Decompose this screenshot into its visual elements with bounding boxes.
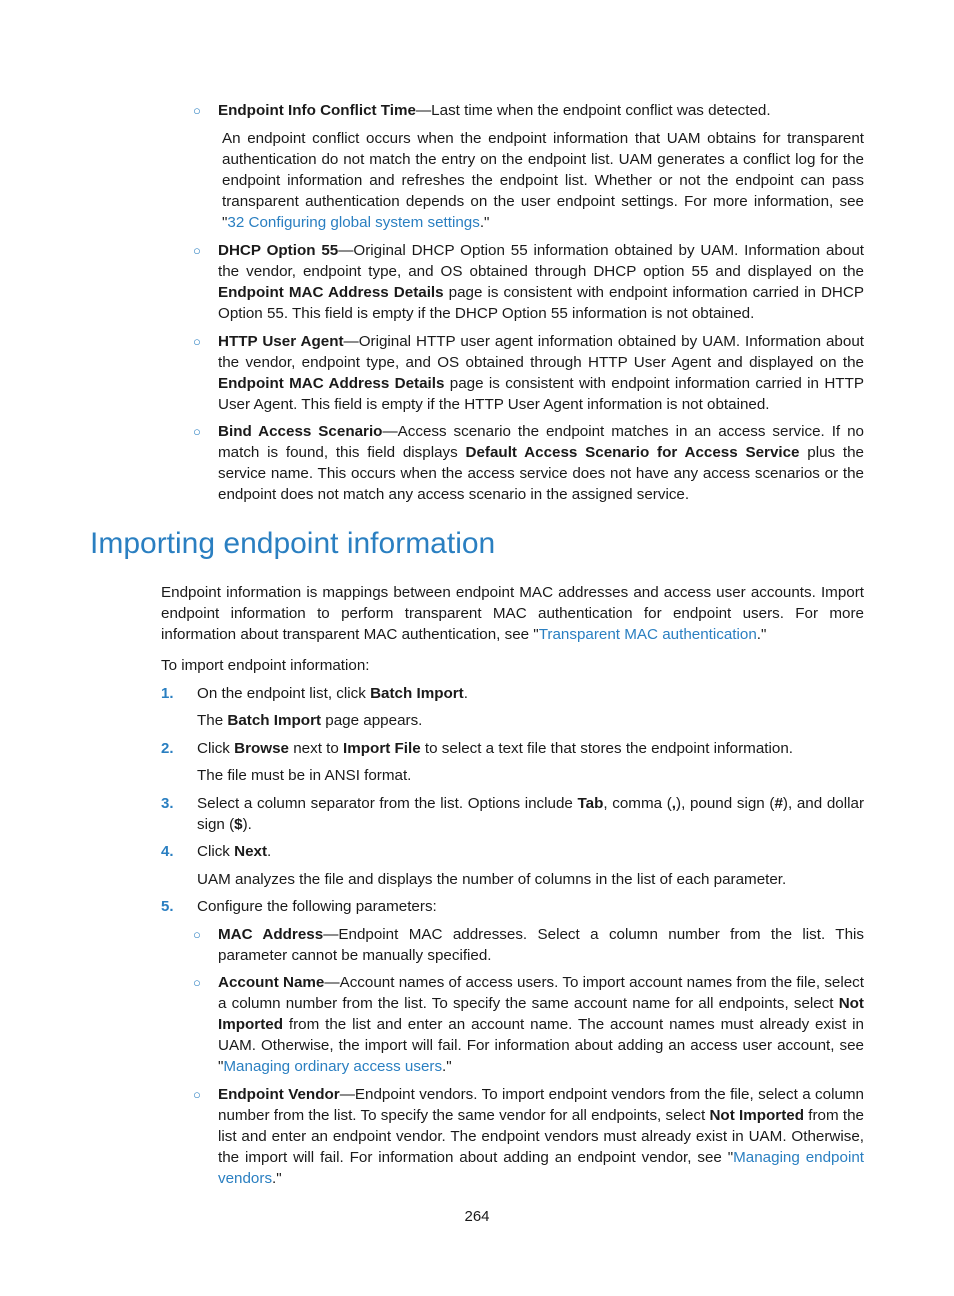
step-4-pre: Click — [197, 843, 235, 860]
account-post: ." — [442, 1058, 452, 1076]
step-number: 2. — [161, 740, 174, 757]
step-4-result: UAM analyzes the file and displays the number of columns in the list of each parameter. — [197, 871, 787, 888]
bullet-icon: ○ — [193, 1087, 201, 1102]
dhcp-desc-b: page is consistent with endpoint information carried in DHCP Option 55. This field is empty if the DHCP Option 55 information is not obtained. — [218, 284, 864, 323]
step-4-bold: Next — [234, 843, 268, 860]
http-bold: Endpoint MAC Address Details — [218, 375, 445, 393]
intro-end: ." — [756, 626, 767, 644]
procedure-lead: To import endpoint information: — [161, 657, 370, 674]
bullet-icon: ○ — [193, 103, 201, 118]
step-1-post: . — [463, 685, 468, 702]
step-1-bold: Batch Import — [370, 685, 464, 702]
bind-access-scenario-item — [218, 421, 864, 505]
step-2-pre: Click — [197, 740, 235, 757]
link-global-system-settings[interactable]: 32 Configuring global system settings — [227, 214, 480, 232]
bullet-icon: ○ — [193, 927, 201, 942]
param-mac-address — [218, 924, 864, 966]
dhcp-desc-a: —Original DHCP Option 55 information obtained by UAM. Information about the vendor, endpoint type, and OS obtained through DHCP option 55 and displayed on the — [218, 242, 864, 281]
step-3-t3: ), pound sign ( — [676, 795, 775, 812]
step-2 — [197, 738, 864, 759]
vendor-post: ." — [272, 1170, 282, 1188]
bullet-icon: ○ — [193, 243, 201, 258]
step-2-post: to select a text file that stores the endpoint information. — [420, 740, 793, 757]
step-number: 4. — [161, 843, 174, 860]
dhcp-option-item — [218, 240, 864, 324]
step-4 — [197, 841, 864, 862]
http-desc-a: —Original HTTP user agent information obtained by UAM. Information about the vendor, endpoint type, and OS obtained through HTTP User Agent and displayed on the — [218, 333, 864, 372]
step-3-b1: Tab — [577, 795, 604, 812]
conflict-note-end: ." — [479, 214, 490, 232]
mac-desc: —Endpoint MAC addresses. Select a column number from the list. This parameter cannot be manually specified. — [218, 926, 864, 965]
step-1-pre: On the endpoint list, click — [197, 685, 371, 702]
link-managing-ordinary-access-users[interactable]: Managing ordinary access users — [223, 1058, 443, 1076]
term-bind-access-scenario: Bind Access Scenario — [218, 423, 383, 440]
step-number: 1. — [161, 685, 174, 702]
conflict-note-text: An endpoint conflict occurs when the endpoint information that UAM obtains for transparent authentication do not match the entry on the endpoint list. UAM generates a conflict log for the endpoint information and refreshes the endpoint list. Whether or not the endpoint can pass transparent authentication depends on the user endpoint settings. For more information, see " — [222, 130, 864, 232]
vendor-bold: Not Imported — [709, 1107, 804, 1125]
term-endpoint-info-conflict-time: Endpoint Info Conflict Time — [218, 102, 416, 119]
bullet-icon: ○ — [193, 424, 201, 439]
step-2-bold-import-file: Import File — [343, 740, 421, 757]
step-1-result-bold: Batch Import — [227, 712, 322, 729]
section-title: Importing endpoint information — [90, 527, 496, 560]
vendor-desc-a: —Endpoint vendors. To import endpoint vendors from the file, select a column number from the list. To specify the same vendor for all endpoints, select — [218, 1086, 864, 1125]
dhcp-bold: Endpoint MAC Address Details — [218, 284, 444, 302]
term-dhcp-option-55: DHCP Option 55 — [218, 242, 339, 259]
bind-desc-b: plus the service name. This occurs when the access service does not have any access scenarios or the endpoint does not match any access scenario in the assigned service. — [218, 444, 864, 504]
page-number: 264 — [464, 1208, 490, 1225]
step-5: Configure the following parameters: — [197, 898, 437, 915]
conflict-note — [222, 128, 864, 233]
vendor-desc-b: from the list and enter an endpoint vendor. The endpoint vendors must already exist in UAM. Otherwise, the import will fail. For information about adding an endpoint vendor, see " — [218, 1107, 864, 1167]
step-1 — [197, 683, 864, 704]
step-3-t1: Select a column separator from the list. Options include — [197, 795, 578, 812]
step-3-b4: $ — [234, 816, 243, 834]
step-number: 3. — [161, 795, 174, 812]
step-3-b2: , — [671, 795, 677, 812]
step-3 — [197, 793, 864, 835]
section-intro — [161, 582, 864, 645]
step-3-t2: , comma ( — [603, 795, 672, 812]
step-1-result-pre: The — [197, 712, 228, 729]
step-3-t4: ), and dollar sign ( — [197, 795, 864, 834]
term-account-name: Account Name — [218, 974, 325, 991]
http-desc-b: page is consistent with endpoint information carried in HTTP User Agent. This field is empty if the HTTP User Agent information is not obtained. — [218, 375, 864, 414]
conflict-time-desc: —Last time when the endpoint conflict was detected. — [415, 102, 771, 119]
step-2-result: The file must be in ANSI format. — [197, 767, 412, 784]
account-bold: Not Imported — [218, 995, 864, 1034]
step-3-t5: ). — [242, 816, 252, 834]
step-1-result — [197, 710, 422, 731]
bind-desc-a: —Access scenario the endpoint matches in an access service. If no match is found, this field displays — [218, 423, 864, 462]
step-2-mid: next to — [289, 740, 344, 757]
link-managing-endpoint-vendors[interactable]: Managing endpoint vendors — [218, 1149, 864, 1188]
bind-bold: Default Access Scenario for Access Service — [465, 444, 800, 462]
term-mac-address: MAC Address — [218, 926, 324, 943]
conflict-time-item — [218, 100, 864, 121]
step-3-b3: # — [774, 795, 783, 812]
param-endpoint-vendor — [218, 1084, 864, 1189]
step-number: 5. — [161, 898, 174, 915]
link-transparent-mac-auth[interactable]: Transparent MAC authentication — [538, 626, 757, 644]
step-1-result-post: page appears. — [321, 712, 423, 729]
bullet-icon: ○ — [193, 975, 201, 990]
account-desc-b: from the list and enter an account name. The account names must already exist in UAM. Otherwise, the import will fail. For information about adding an access user account, see " — [218, 1016, 864, 1076]
term-endpoint-vendor: Endpoint Vendor — [218, 1086, 340, 1103]
account-desc-a: —Account names of access users. To import account names from the file, select a column number from the list. To specify the same account name for all endpoints, select — [218, 974, 864, 1013]
bullet-icon: ○ — [193, 334, 201, 349]
term-http-user-agent: HTTP User Agent — [218, 333, 344, 350]
param-account-name — [218, 972, 864, 1077]
step-2-bold-browse: Browse — [234, 740, 289, 757]
step-4-post: . — [267, 843, 272, 860]
intro-text: Endpoint information is mappings between endpoint MAC addresses and access user accounts. Import endpoint information to perform transparent MAC authentication for endpoint users. For more information about transparent MAC authentication, see " — [161, 584, 864, 644]
http-user-agent-item — [218, 331, 864, 415]
